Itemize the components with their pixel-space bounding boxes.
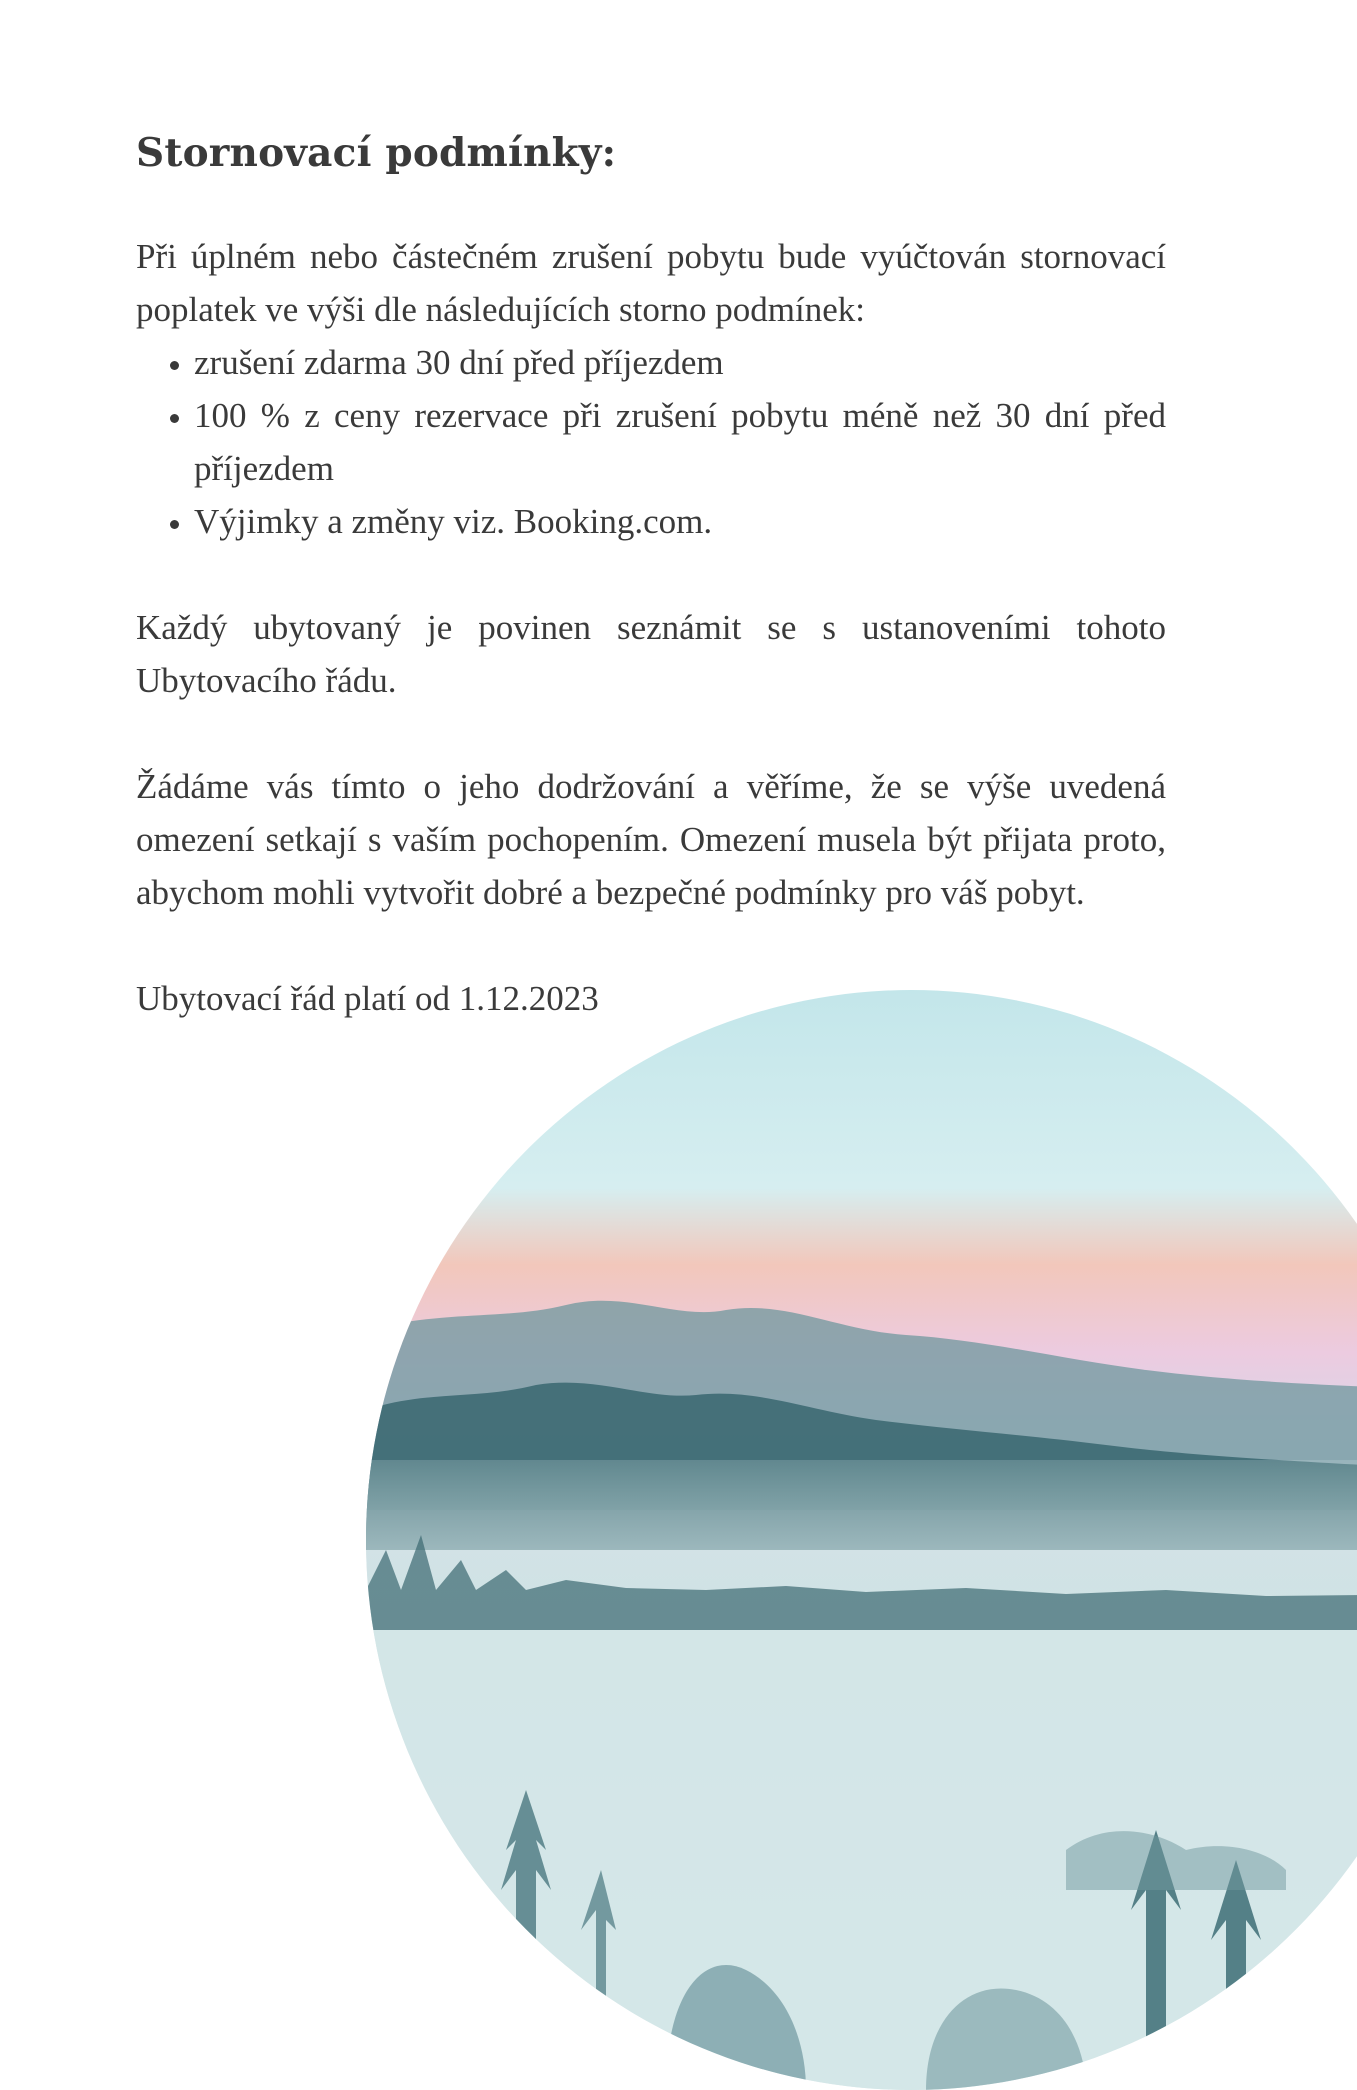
- cancellation-list: [136, 336, 1166, 548]
- intro-paragraph: Při úplném nebo částečném zrušení pobytu bude vyúčtován stornovací poplatek ve výši dle následujících storno podmínek:: [136, 237, 1166, 329]
- list-item: • 100 % z ceny rezervace při zrušení pobytu méně než 30 dní před příjezdem: [194, 389, 1166, 495]
- acknowledgement-paragraph: Každý ubytovaný je povinen seznámit se s ustanoveními tohoto Ubytovacího řádu.: [136, 608, 1166, 700]
- document-body: [136, 130, 1166, 1025]
- watercolor-landscape-image: [366, 990, 1357, 2090]
- list-item: • Výjimky a změny viz. Booking.com.: [194, 495, 1166, 548]
- list-item: • zrušení zdarma 30 dní před příjezdem: [194, 336, 1166, 389]
- page-title: Stornovací podmínky:: [136, 130, 617, 176]
- validity-date: Ubytovací řád platí od 1.12.2023: [136, 979, 599, 1018]
- request-paragraph: Žádáme vás tímto o jeho dodržování a věříme, že se výše uvedená omezení setkají s vaším pochopením. Omezení musela být přijata proto, abychom mohli vytvořit dobré a bezpečné podmínky pro váš pobyt.: [136, 767, 1166, 912]
